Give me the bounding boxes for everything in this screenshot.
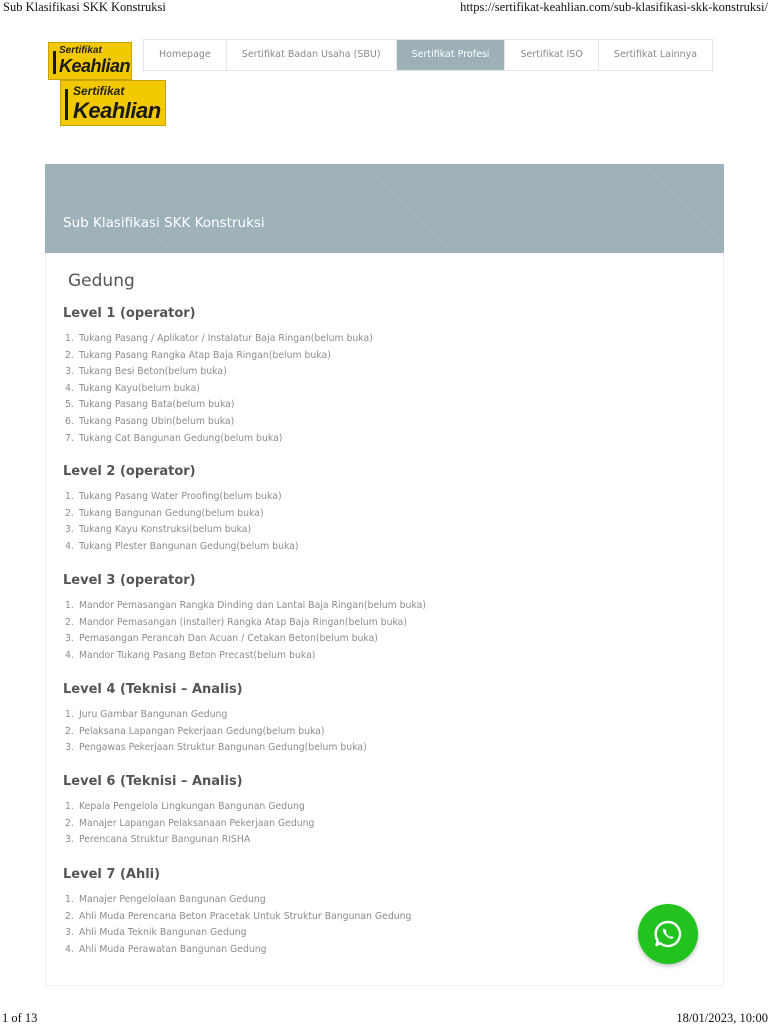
list-item: 3. Perencana Struktur Bangunan RISHA [65,834,251,846]
list-item-text: Tukang Besi Beton(belum buka) [79,366,227,378]
level-section [63,773,314,849]
list-item: 3. Pengawas Pekerjaan Struktur Bangunan Gedung(belum buka) [65,742,367,754]
print-page-url: https://sertifikat-keahlian.com/sub-klasifikasi-skk-konstruksi/ [460,0,768,14]
list-item-text: Tukang Bangunan Gedung(belum buka) [79,507,264,519]
logo-line2: Keahlian [73,98,161,123]
list-item-text: Mandor Pemasangan Rangka Dinding dan Lantai Baja Ringan(belum buka) [79,600,426,611]
level-list [63,331,373,447]
whatsapp-icon [652,918,684,950]
nav-sertifikat-iso[interactable]: Sertifikat ISO [505,40,598,70]
level-list [63,598,426,664]
whatsapp-button[interactable] [638,904,698,964]
list-item: 4. Tukang Plester Bangunan Gedung(belum buka) [65,540,299,552]
logo-line2: Keahlian [59,56,131,76]
list-item-text: Mandor Pemasangan (installer) Rangka Atap Baja Ringan(belum buka) [79,616,408,628]
site-logo-small[interactable] [48,42,132,80]
list-item: 4. Ahli Muda Perawatan Bangunan Gedung [65,943,267,955]
level-list [63,489,299,555]
list-item: 2. Pelaksana Lapangan Pekerjaan Gedung(belum buka) [65,725,325,737]
list-item: 1. Tukang Pasang / Aplikator / Instalatur Baja Ringan(belum buka) [65,333,373,344]
list-item: 2. Ahli Muda Perencana Beton Pracetak Untuk Struktur Bangunan Gedung [65,910,412,922]
nav-sertifikat-profesi[interactable]: Sertifikat Profesi [397,40,506,70]
list-item-text: Mandor Tukang Pasang Beton Precast(belum buka) [79,649,316,661]
list-item-text: Ahli Muda Teknik Bangunan Gedung [79,927,247,939]
content-area [45,253,724,986]
list-item: 1. Tukang Pasang Water Proofing(belum buka) [65,491,282,502]
level-title: Level 6 (Teknisi – Analis) [63,774,243,789]
list-item-text: Tukang Cat Bangunan Gedung(belum buka) [79,432,283,444]
list-item: 3. Ahli Muda Teknik Bangunan Gedung [65,927,247,939]
list-item: 5. Tukang Pasang Bata(belum buka) [65,399,235,411]
print-page-count: 1 of 13 [2,1011,38,1025]
print-page-title: Sub Klasifikasi SKK Konstruksi [3,0,166,14]
page-banner [45,164,724,253]
list-item: 3. Pemasangan Perancah Dan Acuan / Cetakan Beton(belum buka) [65,633,378,645]
list-item-text: Pengawas Pekerjaan Struktur Bangunan Gedung(belum buka) [79,742,367,754]
level-list [63,799,314,849]
level-list [63,707,367,757]
list-item-text: Tukang Kayu(belum buka) [79,382,200,394]
list-item-text: Kepala Pengelola Lingkungan Bangunan Gedung [79,801,305,812]
list-item: 3. Tukang Besi Beton(belum buka) [65,366,227,378]
level-section [63,463,299,555]
level-title: Level 1 (operator) [63,306,196,321]
list-item: 2. Tukang Pasang Rangka Atap Baja Ringan(belum buka) [65,349,331,361]
level-title: Level 7 (Ahli) [63,867,161,882]
list-item: 1. Kepala Pengelola Lingkungan Bangunan Gedung [65,801,305,812]
list-item-text: Tukang Pasang / Aplikator / Instalatur Baja Ringan(belum buka) [79,333,373,344]
list-item: 2. Mandor Pemasangan (installer) Rangka Atap Baja Ringan(belum buka) [65,616,408,628]
list-item: 4. Mandor Tukang Pasang Beton Precast(belum buka) [65,649,316,661]
list-item: 1. Mandor Pemasangan Rangka Dinding dan Lantai Baja Ringan(belum buka) [65,600,426,611]
list-item-text: Perencana Struktur Bangunan RISHA [79,834,251,846]
list-item: 1. Manajer Pengelolaan Bangunan Gedung [65,894,266,905]
nav-sertifikat-badan-usaha[interactable]: Sertifikat Badan Usaha (SBU) [227,40,397,70]
list-item-text: Tukang Pasang Rangka Atap Baja Ringan(belum buka) [79,349,331,361]
level-section [63,305,373,447]
page-title: Sub Klasifikasi SKK Konstruksi [63,215,265,231]
list-item-text: Manajer Pengelolaan Bangunan Gedung [79,894,266,905]
list-item-text: Ahli Muda Perawatan Bangunan Gedung [79,943,267,955]
list-item-text: Pemasangan Perancah Dan Acuan / Cetakan Beton(belum buka) [79,633,378,645]
nav-homepage[interactable]: Homepage [143,40,227,70]
list-item-text: Tukang Kayu Konstruksi(belum buka) [79,524,252,536]
list-item-text: Tukang Plester Bangunan Gedung(belum buka) [79,540,299,552]
list-item: 1. Juru Gambar Bangunan Gedung [65,709,228,720]
list-item-text: Tukang Pasang Water Proofing(belum buka) [79,491,282,502]
nav-sertifikat-lainnya[interactable]: Sertifikat Lainnya [599,40,713,70]
list-item-text: Pelaksana Lapangan Pekerjaan Gedung(belum buka) [79,725,325,737]
level-list [63,892,411,958]
level-title: Level 4 (Teknisi – Analis) [63,682,243,697]
level-section [63,681,367,757]
list-item-text: Ahli Muda Perencana Beton Pracetak Untuk Struktur Bangunan Gedung [79,910,412,922]
list-item-text: Manajer Lapangan Pelaksanaan Pekerjaan Gedung [79,817,315,829]
content-heading: Gedung [68,271,135,291]
list-item-text: Juru Gambar Bangunan Gedung [79,709,228,720]
logo-line1: Sertifikat [59,45,102,56]
level-title: Level 3 (operator) [63,573,196,588]
logo-line1: Sertifikat [73,84,125,98]
main-nav [143,39,713,71]
list-item: 4. Tukang Kayu(belum buka) [65,382,200,394]
list-item: 2. Manajer Lapangan Pelaksanaan Pekerjaan Gedung [65,817,315,829]
level-section [63,866,411,958]
list-item: 3. Tukang Kayu Konstruksi(belum buka) [65,524,252,536]
list-item-text: Tukang Pasang Ubin(belum buka) [79,415,235,427]
level-title: Level 2 (operator) [63,464,196,479]
list-item: 6. Tukang Pasang Ubin(belum buka) [65,415,235,427]
site-logo-large[interactable] [60,80,166,126]
list-item-text: Tukang Pasang Bata(belum buka) [79,399,235,411]
list-item: 7. Tukang Cat Bangunan Gedung(belum buka) [65,432,283,444]
list-item: 2. Tukang Bangunan Gedung(belum buka) [65,507,264,519]
level-section [63,572,426,664]
print-datetime: 18/01/2023, 10:00 [676,1011,768,1025]
